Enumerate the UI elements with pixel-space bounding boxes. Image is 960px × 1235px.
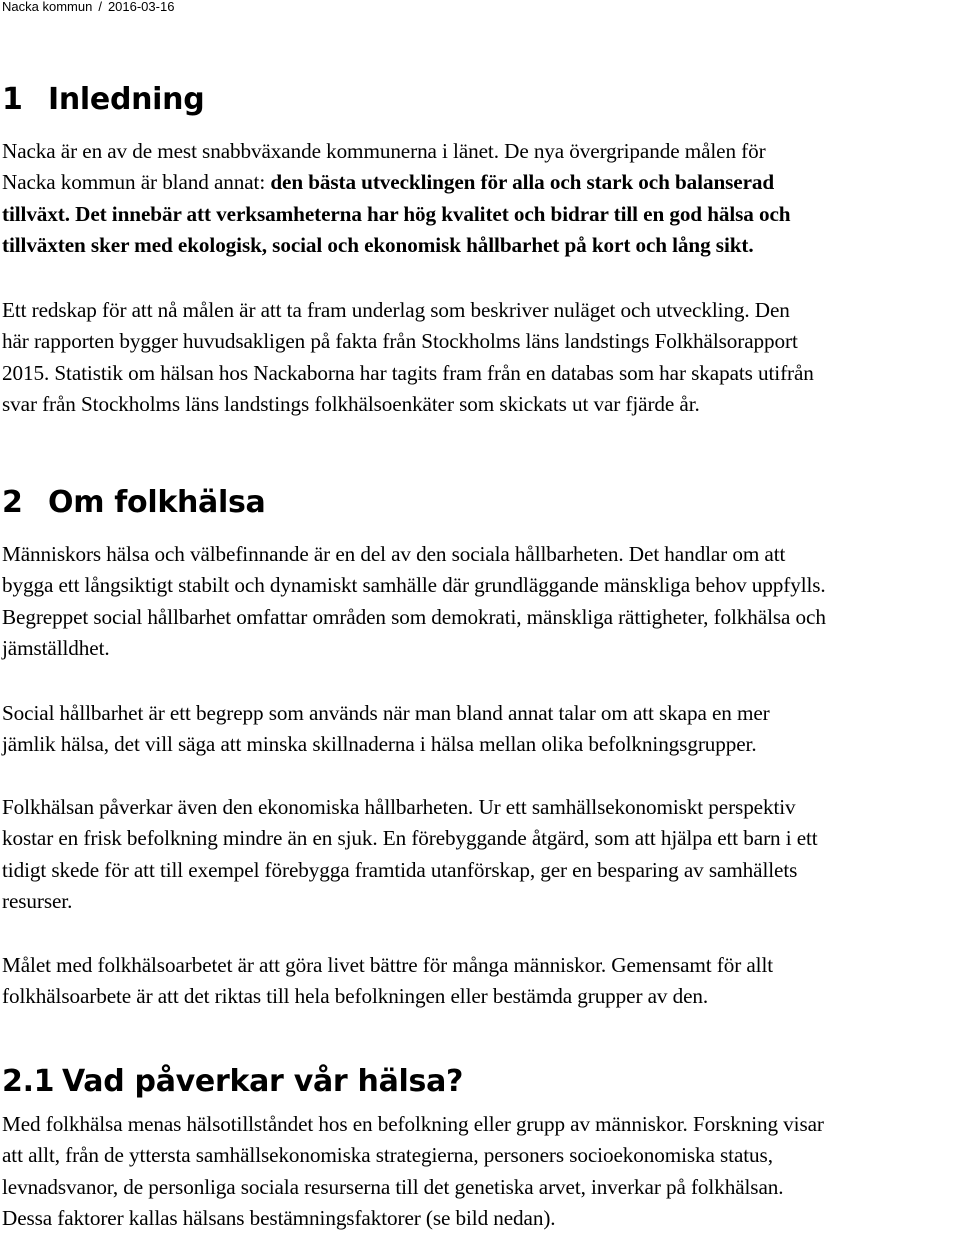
text-line: Dessa faktorer kallas hälsans bestämningsfaktorer (se bild nedan).	[2, 1206, 556, 1231]
text-line: Människors hälsa och välbefinnande är en del av den sociala hållbarheten. Det handlar om att	[2, 542, 786, 566]
text-run: Nacka kommun är bland annat:	[2, 170, 271, 195]
emphasis-text: den bästa utvecklingen för alla och stark och balanserad	[270, 170, 775, 195]
text-line: Med folkhälsa menas hälsotillståndet hos en befolkning eller grupp av människor. Forskning visar	[2, 1112, 824, 1136]
section-1-paragraph-1	[2, 136, 958, 262]
text-line: att allt, från de yttersta samhällsekonomiska strategierna, personers socioekonomiska status,	[2, 1143, 773, 1168]
section-1-paragraph-2	[2, 295, 958, 421]
section-2-title: Om folkhälsa	[48, 485, 266, 520]
text-line: Målet med folkhälsoarbetet är att göra livet bättre för många människor. Gemensamt för allt	[2, 953, 774, 977]
text-line: Ett redskap för att nå målen är att ta fram underlag som beskriver nuläget och utveckling. Den	[2, 298, 790, 322]
section-1-heading	[2, 82, 204, 118]
text-line	[2, 167, 958, 198]
text-line: jämställdhet.	[2, 636, 110, 661]
section-2-1-paragraph-1	[2, 1109, 958, 1235]
section-1-number: 1	[2, 82, 23, 117]
section-1-title: Inledning	[48, 82, 205, 117]
text-line: tidigt skede för att till exempel förebygga framtida utanförskap, ger en besparing av samhällets	[2, 857, 798, 882]
emphasis-text: Det innebär att verksamheterna har hög kvalitet och bidrar till en god hälsa och	[69, 201, 791, 226]
section-2-heading	[2, 485, 266, 521]
text-line: Begreppet social hållbarhet omfattar områden som demokrati, mänskliga rättigheter, folkhälsa och	[2, 604, 826, 629]
text-line: kostar en frisk befolkning mindre än en sjuk. En förebyggande åtgärd, som att hjälpa ett barn i ett	[2, 826, 818, 851]
text-line: 2015. Statistik om hälsan hos Nackaborna har tagits fram från en databas som har skapats utifrån	[2, 360, 814, 385]
section-2-paragraph-3	[2, 792, 958, 918]
header-date: 2016-03-16	[107, 0, 175, 14]
section-2-paragraph-1	[2, 539, 958, 665]
text-line: Folkhälsan påverkar även den ekonomiska hållbarheten. Ur ett samhällsekonomiskt perspektiv	[2, 795, 796, 819]
running-header	[2, 0, 174, 14]
section-2-number: 2	[2, 485, 23, 520]
text-line	[2, 199, 958, 230]
text-line: här rapporten bygger huvudsakligen på fakta från Stockholms läns landstings Folkhälsorapport	[2, 329, 798, 354]
text-line: resurser.	[2, 889, 73, 914]
text-line: bygga ett långsiktigt stabilt och dynamiskt samhälle där grundläggande mänskliga behov uppfylls.	[2, 573, 826, 598]
section-2-paragraph-2	[2, 698, 958, 761]
emphasis-text: tillväxten sker med ekologisk, social och ekonomisk hållbarhet på kort och lång sikt.	[2, 233, 754, 258]
section-2-1-heading	[2, 1064, 463, 1100]
text-line: svar från Stockholms läns landstings folkhälsoenkäter som skickats ut var fjärde år.	[2, 392, 700, 417]
text-line: Nacka är en av de mest snabbväxande kommunerna i länet. De nya övergripande målen för	[2, 139, 766, 163]
text-line: folkhälsoarbete är att det riktas till hela befolkningen eller bestämda grupper av den.	[2, 984, 709, 1009]
section-2-paragraph-4	[2, 950, 958, 1013]
section-2-1-title: Vad påverkar vår hälsa?	[62, 1064, 464, 1099]
section-2-1-number: 2.1	[2, 1064, 55, 1099]
emphasis-text: tillväxt.	[2, 201, 70, 226]
text-line: levnadsvanor, de personliga sociala resurserna till det genetiska arvet, inverkar på folkhälsan.	[2, 1174, 784, 1199]
text-line: jämlik hälsa, det vill säga att minska skillnaderna i hälsa mellan olika befolkningsgrupper.	[2, 732, 757, 757]
header-separator: /	[98, 0, 102, 14]
header-org: Nacka kommun	[2, 0, 93, 14]
text-line: Social hållbarhet är ett begrepp som används när man bland annat talar om att skapa en mer	[2, 701, 770, 725]
